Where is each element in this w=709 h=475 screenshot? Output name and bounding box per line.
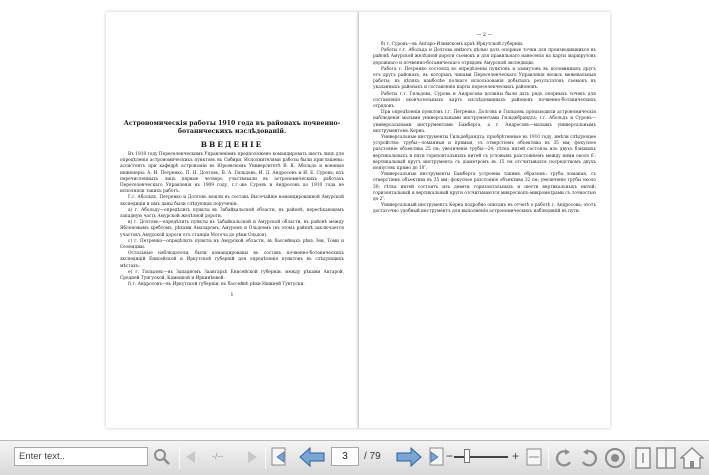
paragraph: Работы г.г. Абольда и Долгова имѣютъ цѣлью дать опорные точки для производившихся въ районѣ Амурской желѣзной дороги съемокъ и для правильнаго нанесенiя на карты маршрутовъ дорожнаго и почвенно-ботаническаго отрядовъ Амурской экспедицiи.: [373, 48, 596, 66]
paragraph: Универсальные инструменты Гильдебрандта, прiобрѣтенные въ 1910 году, имѣли слѣдующее устройство: трубы—ломанныя и прямыя, съ отверстiемъ объектива въ 35 мм; фокусное разстоянiе объектива 25 см; увеличенiе трубы—24; сѣтка нитей состояла изъ двухъ близкихъ вертикальныхъ и пяти горизонтальныхъ нитей съ угловымъ разстоянiемъ между ними около 6′; вертикальный кругъ инструмента съ дiаметромъ въ 15 см отсчитывался посредствомъ двухъ нонiусовъ прямо до 10″.: [373, 135, 596, 172]
rotate-right-button[interactable]: [577, 446, 601, 470]
document-heading: ВВЕДЕНIЕ: [200, 140, 264, 149]
page-number-right: — 2 —: [476, 32, 493, 38]
paragraph: б) г. Суровъ—въ Ангаро-Илимскомъ краѣ Иркутской губернiи.: [381, 42, 524, 47]
zoom-in-button[interactable]: +: [512, 449, 520, 463]
arrow-right-icon: [247, 451, 257, 463]
paragraph: Работа г. Петренко состояла въ опредѣленiи пунктовъ и азимутовъ въ половинныхъ другъ отъ друга районахъ, въ которыхъ чинами Переселенческаго Управленiя велись межевальныя работы; въ цѣляхъ наиболѣе полнаго использованiя добытыхъ результатовъ съемокъ въ указанныхъ районахъ и составленiя карты переселенческихъ районовъ.: [373, 66, 596, 91]
search-button[interactable]: [151, 446, 173, 468]
last-page-button[interactable]: [425, 446, 445, 468]
paragraph: Г.г. Абольдъ, Петренко и Долговъ вошли въ составъ Высочайше командированной Амурской экспедицiи и имъ даны были слѣдующiя порученiя:: [120, 195, 344, 207]
paragraph: е) г. Гильдовъ—въ Западномъ Заангарьѣ Енисейской губернiи, между рѣками Ангарой, Средней Тунгуской, Каменкой и Иркинѣевой.: [120, 269, 344, 282]
fullscreen-button[interactable]: [603, 446, 627, 470]
paragraph: Въ 1910 году Переселенческимъ Управленiемъ предположено командировать шесть лицъ для опредѣленiя астрономическихъ пунктовъ въ Сибири. Исполнителями работы были приглашены: ассистентъ при кафедрѣ астрономiи въ Юрьевскомъ Университетѣ В. К. Абольдъ и военные инженеры: А. И. Петренко, П. Н. Долговъ, В. А. Гильдовъ, И. Д. Андросовъ и И. Е. Суровъ; изъ перечисленныхъ лицъ первые четверо участвовали въ астрономическихъ работахъ Переселенческаго Управленiя въ 1909 году, г.г.-же Суровъ и Андросовъ до 1910 года не исполняли такихъ работъ.: [120, 152, 344, 195]
right-page-body: [359, 42, 610, 216]
page-number-input[interactable]: [331, 447, 359, 466]
rotate-left-button[interactable]: [552, 446, 576, 470]
paragraph: Универсальные инструменты Бамберга устроены такимъ образомъ: труба ломаная, съ отверстiемъ объектива въ 35 мм; фокусное разстоянiе объектива 32 см; увеличенiе трубы около 30; сѣтка нитей состоитъ изъ девяти горизонтальныхъ и шести вертикальныхъ нитей; горизонтальный и вертикальный круги отсчитываются микроскопъ-микрометрами съ точностью до 2″.: [373, 172, 596, 203]
paragraph: Остальные наблюдатели, были командированы въ составъ почвенно-ботаническихъ экспедицiй Енисейской и Иркутской губернiй для опредѣленiя пунктовъ въ слѣдующихъ мѣстахъ:: [120, 251, 344, 269]
zoom-out-button[interactable]: −: [446, 449, 454, 463]
fit-width-button[interactable]: [525, 448, 543, 466]
document-page-left: [106, 12, 358, 428]
arrow-right-icon: [396, 447, 422, 467]
arrow-left-icon: [186, 451, 196, 463]
paragraph: с) г. Петренко—опредѣлить пункты въ Амурской области, въ бассейнахъ рѣкъ Зеи, Томи и Селемджи.: [120, 238, 344, 251]
single-page-view-button[interactable]: [633, 446, 653, 470]
first-page-icon: [271, 447, 289, 467]
toolbar-separator: [265, 447, 266, 469]
paragraph: в) г. Долговъ—опредѣлить пункты въ Забайкальской и Амурской области, въ районѣ между Яблоновымъ хребтомъ, рѣками Амазаромъ, Амуромъ и Ольдоемъ (въ этомъ районѣ заключается участокъ Амурской дороги отъ станцiи Могоча до рѣки Ольдоя).: [120, 220, 344, 238]
toolbar-separator: [548, 447, 549, 469]
search-result-counter: -/--: [212, 451, 224, 461]
zoom-slider[interactable]: [454, 456, 508, 458]
first-page-button[interactable]: [270, 446, 290, 468]
toolbar-separator: [630, 447, 631, 469]
paragraph: Универсальный инструментъ Керна подробно описанъ въ отчетѣ о работѣ г. Андросова; этотъ достаточно удобный инструментъ для выполненiя астрономическихъ наблюденiй въ пути.: [373, 203, 596, 215]
last-page-icon: [426, 447, 444, 467]
page-total: / 79: [364, 451, 381, 462]
next-page-button[interactable]: [395, 446, 423, 468]
bottom-toolbar: [0, 440, 709, 475]
home-icon: [680, 446, 704, 470]
search-prev-button[interactable]: [184, 450, 198, 464]
left-page-body: [106, 152, 358, 288]
toolbar-separator: [179, 447, 180, 469]
paragraph: При опредѣленiи пунктовъ г.г. Петренко, Долговъ и Гильдовъ производили астрономическiя наблюденiя малыми универсальными инструментами Гильдебрандта; г.г. Абольдъ и Суровъ—универсальными инструментами Бамберга, а г. Андросовъ—малымъ универсальнымъ инструментомъ Керна.: [373, 110, 596, 134]
zoom-slider-thumb[interactable]: [464, 449, 470, 463]
document-title: Астрономическiя работы 1910 года въ районахъ почвенно-ботаническихъ изслѣдованiй.: [123, 120, 341, 135]
paragraph: Работы г.г. Гильдова, Сурова и Андросова должны были дать рядъ опорныхъ точекъ для составленiя окончательныхъ картъ изслѣдованныхъ районовъ почвенно-ботаническихъ отрядовъ.: [373, 91, 596, 110]
home-button[interactable]: [679, 445, 705, 471]
fit-width-icon: [526, 448, 542, 466]
paragraph: а) г. Абольду—опредѣлить пункты въ Забайкальской области, въ районѣ, пересѣкающемъ западную часть Амурской желѣзной дороги.: [120, 207, 344, 220]
two-page-view-button[interactable]: [655, 446, 677, 470]
previous-page-button[interactable]: [298, 446, 326, 468]
single-page-icon: [635, 447, 651, 469]
magnifier-icon: [153, 448, 171, 466]
rotate-right-icon: [578, 447, 600, 469]
search-next-button[interactable]: [245, 450, 259, 464]
two-page-icon: [656, 447, 676, 469]
rotate-left-icon: [553, 447, 575, 469]
arrow-left-icon: [299, 447, 325, 467]
document-page-right: [358, 12, 610, 428]
fullscreen-icon: [604, 447, 626, 469]
page-number-left: 1: [230, 292, 234, 299]
paragraph: f) г. Андросовъ—въ Иркутской губернiи, въ бассейнѣ рѣки Нижней Тунгуски.: [128, 282, 305, 288]
search-input[interactable]: [14, 447, 148, 466]
